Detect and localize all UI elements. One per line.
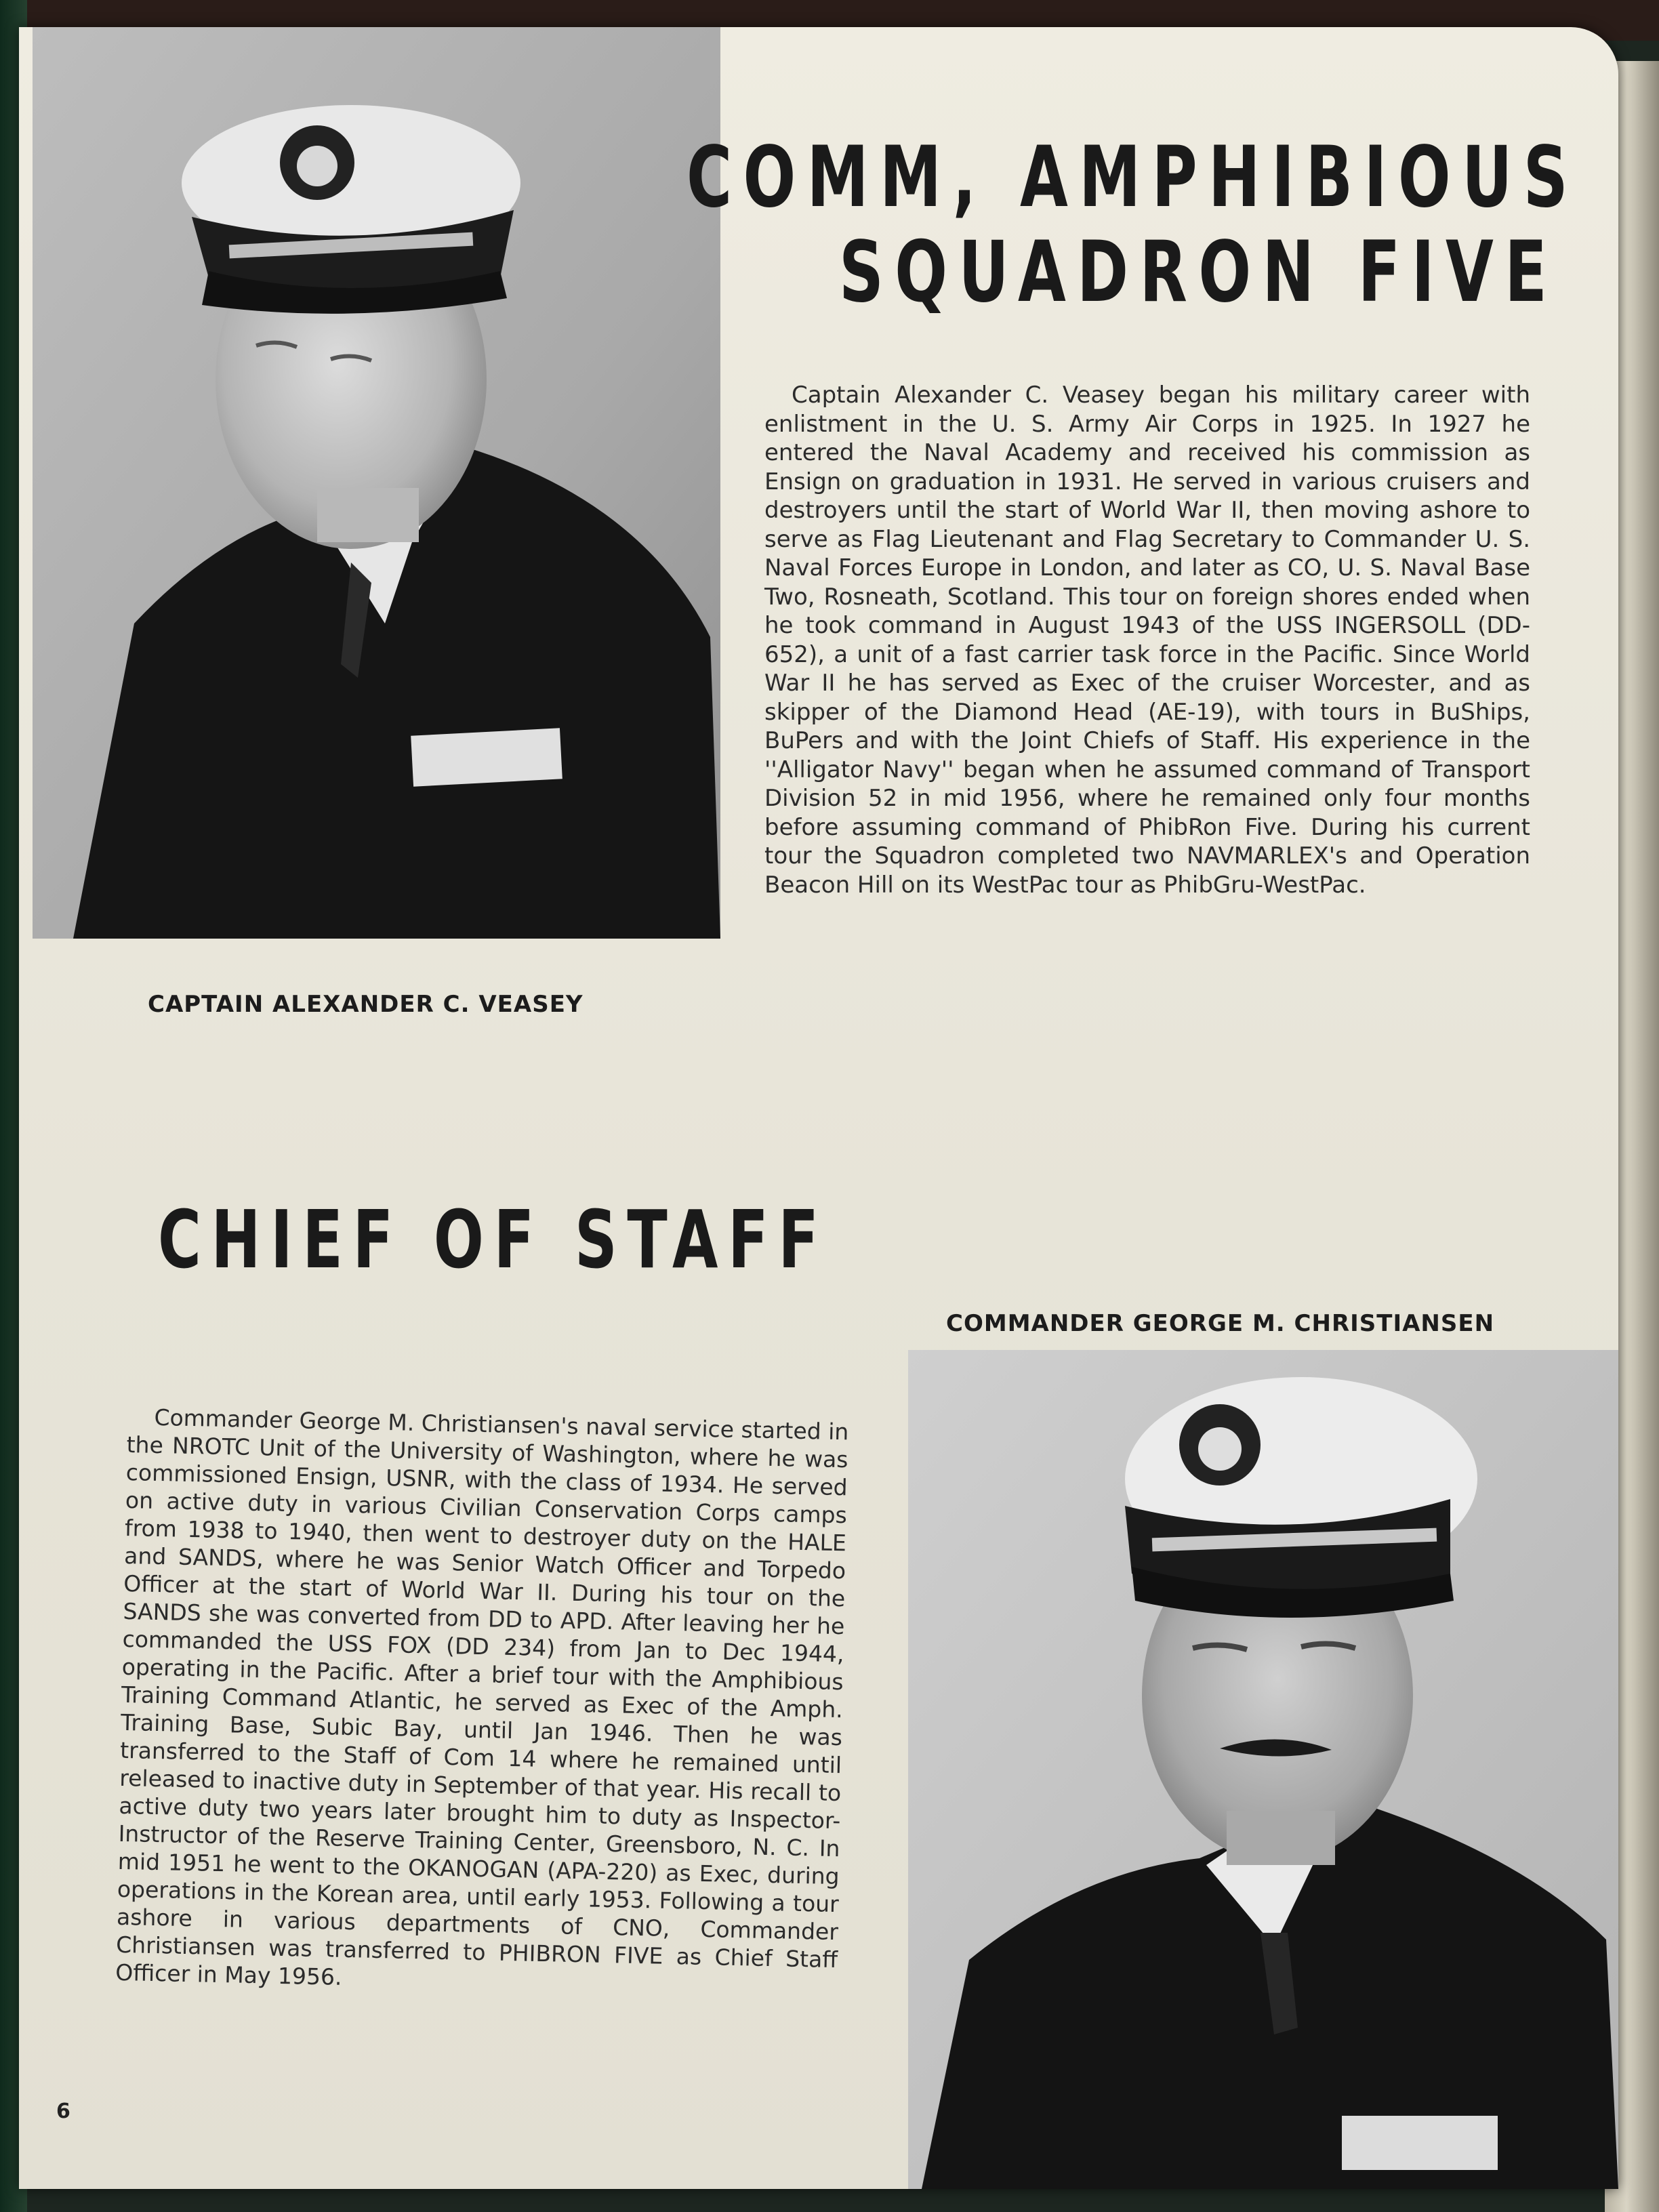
section-title-chief-of-staff: CHIEF OF STAFF	[158, 1193, 829, 1286]
portrait-captain-veasey	[33, 27, 720, 939]
page-title-line-2: SQUADRON FIVE	[839, 224, 1559, 321]
bio-text-christiansen: Commander George M. Christiansen's naval service started in the NROTC Unit of the University of Washington, where he was commissioned Ensign, USNR, with the class of 1934. He served on active duty in various Civilian Conservation Corps camps from 1938 to 1940, then went to destroyer duty on the HALE and SANDS, where he was Senior Watch Officer and Torpedo Officer at the start of World War II. During his tour on the SANDS she was converted from DD to APD. After leaving her he commanded the USS FOX (DD 234) from Jan to Dec 1944, operating in the Pacific. After a brief tour with the Amphibious Training Command Atlantic, he served as Exec of the Amph. Training Base, Subic Bay, until Jan 1946. Then he was transferred to the Staff of Com 14 where he remained until released to inactive duty in September of that year. His recall to active duty two years later brought him to duty as Inspector-Instructor of the Reserve Training Center, Greensboro, N. C. In mid 1951 he went to the OKANOGAN (APA-220) as Exec, during operations in the Korean area, until early 1953. Following a tour ashore in various departments of CNO, Commander Christiansen was transferred to PHIBRON FIVE as Chief Staff Officer in May 1956.	[115, 1404, 849, 1990]
photo-caption-christiansen: COMMANDER GEORGE M. CHRISTIANSEN	[946, 1310, 1495, 1337]
photo-caption-veasey: CAPTAIN ALEXANDER C. VEASEY	[148, 991, 583, 1018]
bio-text-veasey: Captain Alexander C. Veasey began his military career with enlistment in the U. S. Army Air Corps in 1925. In 1927 he entered the Naval Academy and received his commission as Ensign on graduation in 1931. He served in various cruisers and destroyers until the start of World War II, then moving ashore to serve as Flag Lieutenant and Flag Secretary to Commander U. S. Naval Forces Europe in London, and later as CO, U. S. Naval Base Two, Rosneath, Scotland. This tour on foreign shores ended when he took command in August 1943 of the USS INGERSOLL (DD-652), a unit of a fast carrier task force in the Pacific. Since World War II he has served as Exec of the cruiser Worcester, and as skipper of the Diamond Head (AE-19), with tours in BuShips, BuPers and with the Joint Chiefs of Staff. His experience in the ''Alligator Navy'' began when he assumed command of Transport Division 52 in mid 1956, where he remained only four months before assuming command of PhibRon Five. During his current tour the Squadron completed two NAVMARLEX's and Operation Beacon Hill on its WestPac tour as PhibGru-WestPac.	[764, 382, 1530, 899]
portrait-commander-christiansen	[908, 1350, 1618, 2189]
page-title-line-1: COMM, AMPHIBIOUS	[687, 129, 1580, 226]
yearbook-page	[19, 27, 1618, 2189]
page-number: 6	[56, 2100, 70, 2123]
